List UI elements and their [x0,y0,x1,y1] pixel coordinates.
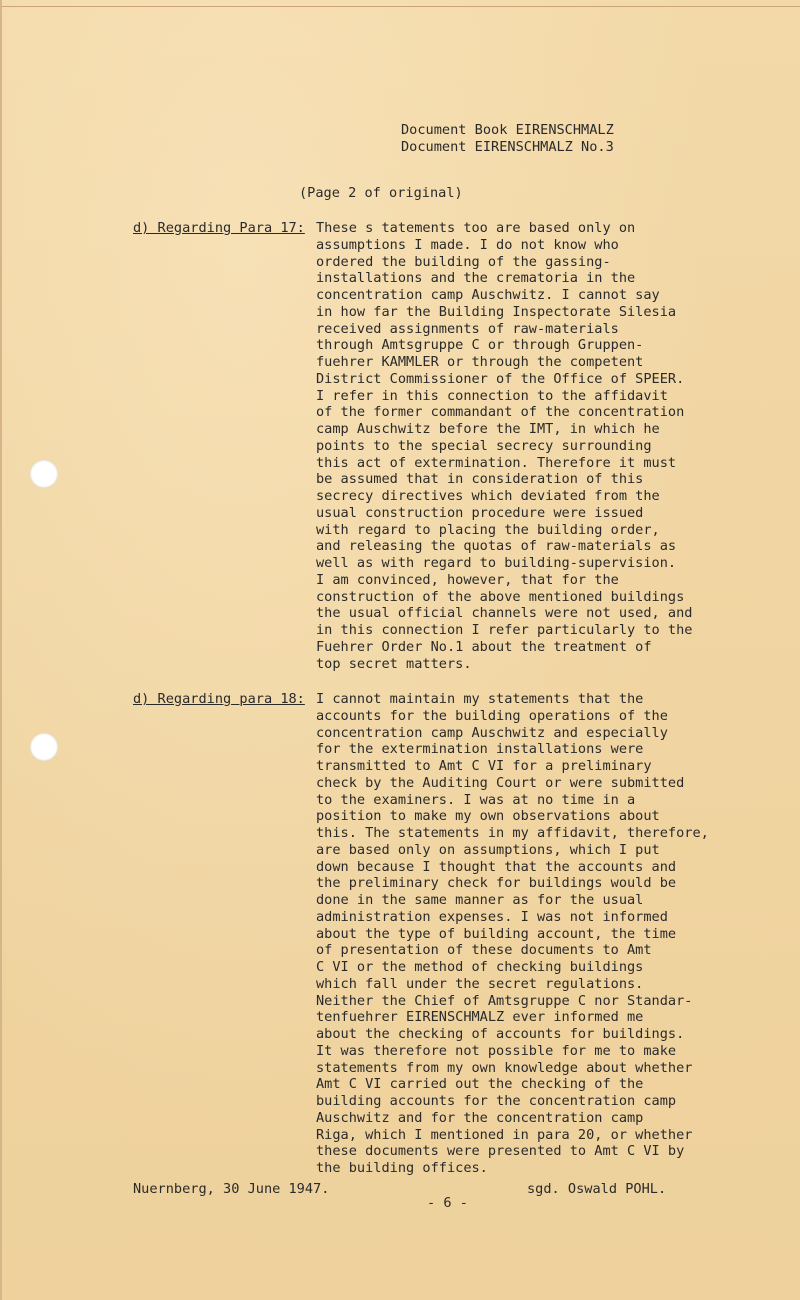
body-line: statements from my own knowledge about whether [316,1059,693,1076]
page-note: (Page 2 of original) [299,185,463,201]
body-line: which fall under the secret regulations. [316,975,644,992]
body-line: the building offices. [316,1160,488,1176]
body-line: to the examiners. I was at no time in a [316,791,636,808]
section-body-para-17 [316,220,692,672]
body-line: It was therefore not possible for me to make [316,1042,677,1059]
left-edge [0,0,2,1300]
body-line: about the type of building account, the time [316,925,677,942]
body-line: I refer in this connection to the affidavit [316,387,668,404]
body-line: Fuehrer Order No.1 about the treatment of [316,638,652,655]
body-line: Neither the Chief of Amtsgruppe C nor Standar- [316,992,693,1009]
body-line: installations and the crematoria in the [316,270,636,287]
body-line: these documents were presented to Amt C VI by [316,1143,685,1160]
body-line: construction of the above mentioned buildings [316,588,685,605]
page-number: - 6 - [427,1195,468,1211]
header-line-1: Document Book EIRENSCHMALZ [401,122,614,138]
body-line: accounts for the building operations of the [316,707,668,724]
body-line: ordered the building of the gassing- [316,253,611,270]
body-line: in how far the Building Inspectorate Silesia [316,303,677,320]
body-line: for the extermination installations were [316,741,644,758]
body-line: These s tatements too are based only on [316,220,636,236]
body-line: through Amtsgruppe C or through Gruppen- [316,337,644,354]
place-date: Nuernberg, 30 June 1947. [133,1181,330,1197]
body-line: Riga, which I mentioned in para 20, or whether [316,1126,693,1143]
body-line: done in the same manner as for the usual [316,892,644,908]
body-line: concentration camp Auschwitz. I cannot say [316,287,660,303]
body-line: the preliminary check for buildings would be [316,875,677,892]
body-line: the usual official channels were not used, and [316,605,693,622]
section-body-para-18 [316,691,709,1177]
body-line: I am convinced, however, that for the [316,571,619,588]
body-line: down because I thought that the accounts and [316,858,677,875]
body-line: of the former commandant of the concentration [316,404,685,421]
body-line: be assumed that in consideration of this [316,471,644,488]
body-line: camp Auschwitz before the IMT, in which he [316,421,660,437]
body-line: check by the Auditing Court or were submitted [316,774,685,791]
top-edge-line [0,6,800,7]
body-line: building accounts for the concentration camp [316,1093,677,1109]
body-line: this. The statements in my affidavit, therefore, [316,825,709,841]
document-header [401,122,614,156]
body-line: concentration camp Auschwitz and especially [316,724,668,741]
body-line: about the checking of accounts for buildings. [316,1026,685,1042]
body-line: in this connection I refer particularly to the [316,622,693,638]
body-line: of presentation of these documents to Amt [316,942,652,959]
body-line: Auschwitz and for the concentration camp [316,1109,644,1126]
punch-hole-upper [30,460,58,488]
body-line: District Commissioner of the Office of SPEER. [316,370,685,387]
body-line: this act of extermination. Therefore it must [316,454,677,471]
body-line: administration expenses. I was not informed [316,908,668,925]
body-line: top secret matters. [316,655,472,672]
section-label-para-18: d) Regarding para 18: [133,691,305,707]
body-line: usual construction procedure were issued [316,504,644,521]
body-line: with regard to placing the building order, [316,521,660,538]
body-line: Amt C VI carried out the checking of the [316,1076,644,1093]
body-line: I cannot maintain my statements that the [316,691,644,707]
body-line: transmitted to Amt C VI for a preliminary [316,758,652,774]
punch-hole-lower [30,733,58,761]
body-line: received assignments of raw-materials [316,320,619,337]
section-label-para-17: d) Regarding Para 17: [133,220,305,236]
body-line: assumptions I made. I do not know who [316,236,619,253]
body-line: position to make my own observations about [316,808,660,825]
header-line-2: Document EIRENSCHMALZ No.3 [401,138,614,155]
body-line: are based only on assumptions, which I put [316,841,660,858]
signature: sgd. Oswald POHL. [527,1181,667,1197]
body-line: C VI or the method of checking buildings [316,959,644,975]
body-line: secrecy directives which deviated from the [316,488,660,504]
body-line: tenfuehrer EIRENSCHMALZ ever informed me [316,1009,644,1026]
body-line: fuehrer KAMMLER or through the competent [316,354,644,370]
body-line: and releasing the quotas of raw-materials as [316,538,677,555]
body-line: well as with regard to building-supervision. [316,555,677,571]
body-line: points to the special secrecy surrounding [316,437,652,454]
